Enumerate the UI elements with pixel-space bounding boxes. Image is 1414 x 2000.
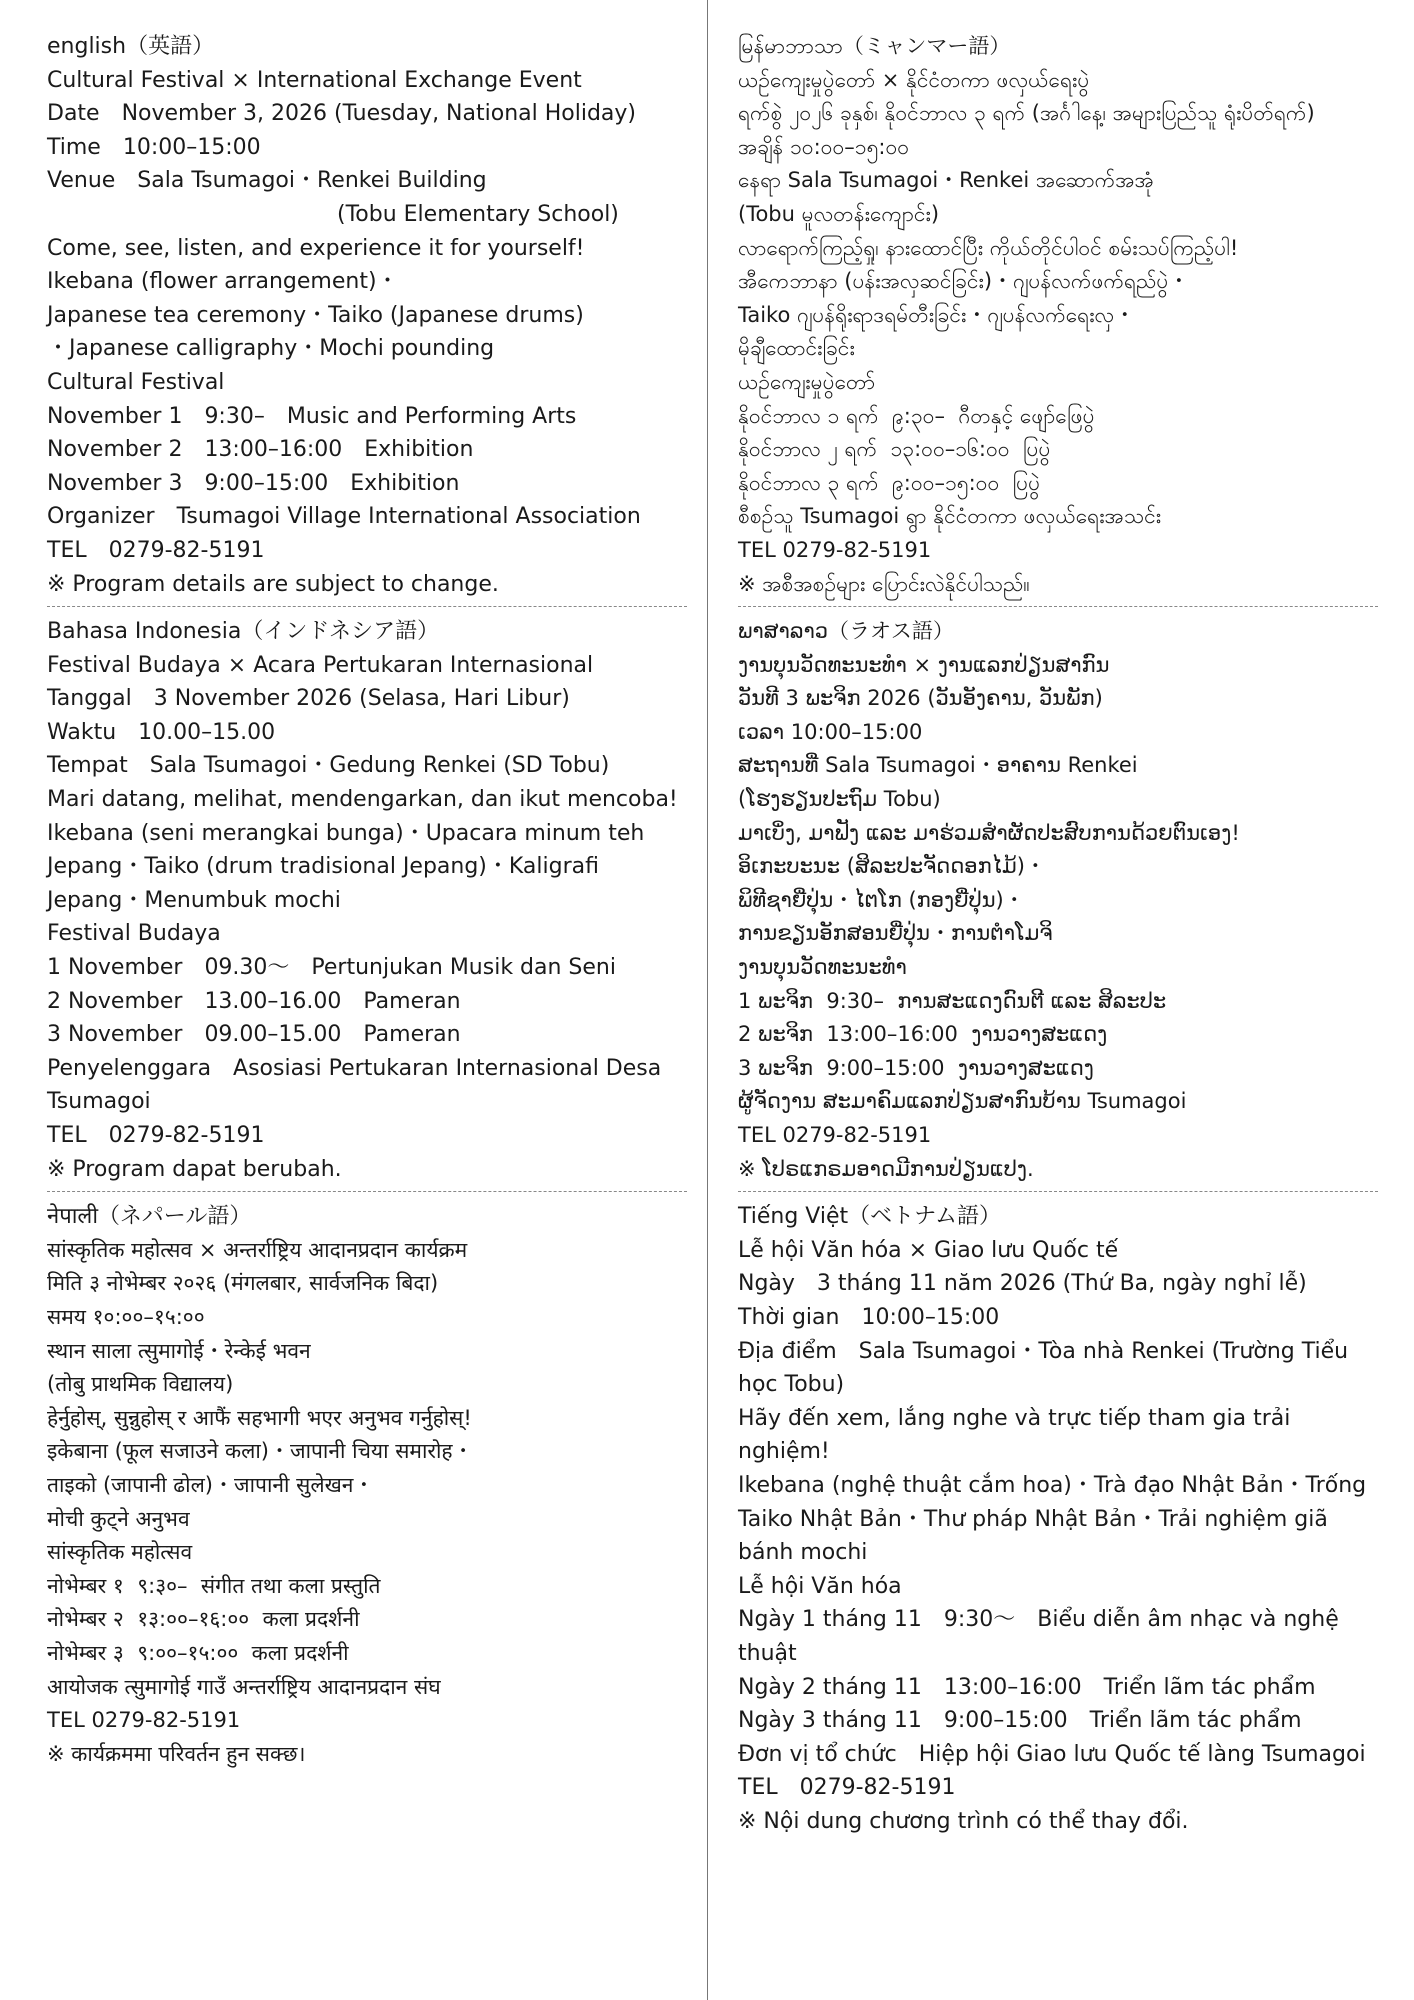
event-title: सांस्कृतिक महोत्सव × अन्तर्राष्ट्रिय आदानप्रदान कार्यक्रम (47, 1237, 468, 1262)
section-english (47, 30, 687, 601)
activity-line: इकेबाना (फूल सजाउने कला)・जापानी चिया समारोह・ (47, 1439, 474, 1464)
section-heading-myanmar: မြန်မာဘာသာ（ミャンマー語） (738, 34, 1011, 58)
activity-line: Ikebana (nghệ thuật cắm hoa)・Trà đạo Nhật Bản・Trống Taiko Nhật Bản・Thư pháp Nhật Bản・Trải nghiệm giã bánh mochi (738, 1472, 1374, 1566)
section-separator (738, 1191, 1378, 1192)
schedule-row: 3 November 09.00–15.00 Pameran (47, 1022, 461, 1048)
phone: TEL 0279-82-5191 (738, 1775, 956, 1801)
left-column (47, 30, 687, 1771)
event-time: Time 10:00–15:00 (47, 134, 261, 160)
activity-line: Ikebana (flower arrangement)・ (47, 269, 399, 295)
activity-line: Taiko ဂျပန်ရိုးရာဒရမ်တီးခြင်း・ဂျပန်လက်ရေးလှ・ (738, 302, 1136, 327)
schedule-row: नोभेम्बर १ ९:३०– संगीत तथा कला प्रस्तुति (47, 1573, 381, 1598)
section-heading-vietnamese: Tiếng Việt（ベトナム語） (738, 1204, 1002, 1230)
festival-heading: Cultural Festival (47, 369, 225, 395)
activity-line: ການຂຽນອັກສອນຍີ່ປຸ່ນ・ການຕຳໂມຈິ (738, 921, 1053, 946)
festival-heading: Lễ hội Văn hóa (738, 1573, 902, 1599)
event-time: အချိန် ၁၀:၀၀–၁၅:၀၀ (738, 134, 910, 159)
phone: TEL 0279-82-5191 (47, 537, 265, 563)
event-title: Cultural Festival × International Exchange Event (47, 67, 582, 93)
activity-line: မိုချီထောင်းခြင်း (738, 336, 855, 361)
schedule-row: Ngày 1 tháng 11 9:30～ Biểu diễn âm nhạc và nghệ thuật (738, 1607, 1346, 1666)
event-venue-school: (Tobu Elementary School) (337, 201, 619, 227)
schedule-row: नोभेम्बर २ १३:००–१६:०० कला प्रदर्शनी (47, 1607, 360, 1632)
activity-line: Ikebana (seni merangkai bunga)・Upacara minum teh Jepang・Taiko (drum tradisional Jepang)・Kaligrafi Jepang・Menumbuk mochi (47, 820, 652, 913)
section-indonesian (47, 615, 687, 1186)
event-title: ယဉ်ကျေးမှုပွဲတော် × နိုင်ငံတကာ ဖလှယ်ရေးပွဲ (738, 67, 1090, 92)
event-time: ເວລາ 10:00–15:00 (738, 719, 923, 744)
organizer: စီစဉ်သူ Tsumagoi ရွာ နိုင်ငံတကာ ဖလှယ်ရေးအသင်း (738, 504, 1162, 529)
activity-line: ອິເກະບະນະ (ສິລະປະຈັດດອກໄມ້)・ (738, 854, 1046, 879)
event-time: समय १०:००–१५:०० (47, 1304, 205, 1329)
phone: TEL 0279-82-5191 (47, 1123, 265, 1148)
event-venue-school: (तोबु प्राथमिक विद्यालय) (47, 1372, 234, 1397)
event-time: Thời gian 10:00–15:00 (738, 1304, 1000, 1330)
event-title: Festival Budaya × Acara Pertukaran Internasional (47, 652, 594, 678)
organizer: ຜູ້ຈັດງານ ສະມາຄົມແລກປ່ຽນສາກົນບ້ານ Tsumagoi (738, 1089, 1187, 1114)
activity-line: मोची कुट्ने अनुभव (47, 1506, 190, 1531)
festival-heading: ງານບຸນວັດທະນະທຳ (738, 955, 907, 980)
organizer: Penyelenggara Asosiasi Pertukaran Internasional Desa Tsumagoi (47, 1055, 669, 1115)
organizer: Organizer Tsumagoi Village International Association (47, 504, 641, 530)
section-heading-nepali: नेपाली（ネパール語） (47, 1204, 252, 1230)
event-venue: ສະຖານທີ່ Sala Tsumagoi・ອາຄານ Renkei (738, 753, 1138, 778)
event-venue: Tempat Sala Tsumagoi・Gedung Renkei (SD Tobu) (47, 753, 610, 779)
schedule-row: November 3 9:00–15:00 Exhibition (47, 470, 460, 496)
event-venue: နေရာ Sala Tsumagoi・Renkei အဆောက်အအုံ (738, 168, 1154, 193)
change-note: ※ Nội dung chương trình có thể thay đổi. (738, 1808, 1189, 1834)
activity-line: Japanese tea ceremony・Taiko (Japanese drums) (47, 302, 584, 328)
schedule-row: November 1 9:30– Music and Performing Arts (47, 403, 577, 429)
invitation-text: Mari datang, melihat, mendengarkan, dan ikut mencoba! (47, 787, 678, 813)
section-heading-lao: ພາສາລາວ（ラオス語） (738, 619, 954, 644)
schedule-row: नोभेम्बर ३ ९:००–१५:०० कला प्रदर्शनी (47, 1640, 349, 1665)
activity-line: အီကေဘာနာ (ပန်းအလှဆင်ခြင်း)・ဂျပန်လက်ဖက်ရည်ပွဲ・ (738, 269, 1190, 294)
phone: TEL 0279-82-5191 (738, 1123, 932, 1147)
schedule-row: 2 ພະຈິກ 13:00–16:00 ງານວາງສະແດງ (738, 1022, 1108, 1047)
event-venue: Venue Sala Tsumagoi・Renkei Building (47, 168, 487, 194)
phone: TEL 0279-82-5191 (47, 1708, 241, 1733)
schedule-row: 1 ພະຈິກ 9:30– ການສະແດງດົນຕີ ແລະ ສິລະປະ (738, 988, 1167, 1013)
festival-heading: ယဉ်ကျေးမှုပွဲတော် (738, 369, 876, 394)
phone: TEL 0279-82-5191 (738, 537, 932, 562)
section-nepali (47, 1200, 687, 1771)
event-venue: स्थान साला त्सुमागोई・रेन्केई भवन (47, 1338, 311, 1363)
schedule-row: November 2 13:00–16:00 Exhibition (47, 437, 474, 463)
invitation-text: हेर्नुहोस्, सुन्नुहोस् र आफैं सहभागी भएर अनुभव गर्नुहोस्! (47, 1405, 472, 1430)
change-note: ※ ໂປຣແກຣມອາດມີການປ່ຽນແປງ. (738, 1156, 1034, 1181)
schedule-row: Ngày 3 tháng 11 9:00–15:00 Triển lãm tác phẩm (738, 1708, 1302, 1734)
schedule-row: 1 November 09.30～ Pertunjukan Musik dan Seni (47, 955, 616, 981)
event-venue-school: (Tobu မူလတန်းကျောင်း) (738, 201, 940, 226)
invitation-text: လာရောက်ကြည့်ရှု၊ နားထောင်ပြီး ကိုယ်တိုင်ပါဝင် စမ်းသပ်ကြည့်ပါ! (738, 235, 1239, 260)
organizer: आयोजक त्सुमागोई गाउँ अन्तर्राष्ट्रिय आदानप्रदान संघ (47, 1674, 441, 1699)
activity-line: ताइको (जापानी ढोल)・जापानी सुलेखन・ (47, 1472, 375, 1497)
section-myanmar (738, 30, 1378, 601)
column-divider (707, 0, 708, 2000)
event-date: Ngày 3 tháng 11 năm 2026 (Thứ Ba, ngày nghỉ lễ) (738, 1271, 1307, 1297)
event-date: Date November 3, 2026 (Tuesday, National Holiday) (47, 101, 637, 127)
event-venue: Địa điểm Sala Tsumagoi・Tòa nhà Renkei (Trường Tiểu học Tobu) (738, 1338, 1356, 1398)
invitation-text: Come, see, listen, and experience it for yourself! (47, 235, 585, 261)
event-date: ວັນທີ 3 ພະຈິກ 2026 (ວັນອັງຄານ, ວັນພັກ) (738, 686, 1103, 711)
right-column (738, 30, 1378, 1838)
schedule-row: နိုဝင်ဘာလ ၃ ရက် ၉:၀၀–၁၅:၀၀ ပြပွဲ (738, 470, 1041, 495)
organizer: Đơn vị tổ chức Hiệp hội Giao lưu Quốc tế làng Tsumagoi (738, 1741, 1366, 1767)
activity-line: ພິທີຊາຍີ່ປຸ່ນ・ໄຕໂກ (ກອງຍີ່ປຸ່ນ)・ (738, 887, 1025, 912)
invitation-text: Hãy đến xem, lắng nghe và trực tiếp tham gia trải nghiệm! (738, 1405, 1298, 1465)
schedule-row: နိုဝင်ဘာလ ၂ ရက် ၁၃:၀၀–၁၆:၀၀ ပြပွဲ (738, 437, 1051, 462)
event-date: ရက်စွဲ ၂၀၂၆ ခုနှစ်၊ နိုဝင်ဘာလ ၃ ရက် (အင်္ဂါနေ့၊ အများပြည်သူ ရုံးပိတ်ရက်) (738, 101, 1315, 126)
change-note: ※ Program details are subject to change. (47, 571, 499, 597)
change-note: ※ कार्यक्रममा परिवर्तन हुन सक्छ। (47, 1741, 306, 1766)
change-note: ※ အစီအစဉ်များ ပြောင်းလဲနိုင်ပါသည်။ (738, 571, 1030, 596)
activity-line: ・Japanese calligraphy・Mochi pounding (47, 336, 495, 362)
festival-heading: Festival Budaya (47, 921, 221, 947)
event-title: ງານບຸນວັດທະນະທຳ × ງານແລກປ່ຽນສາກົນ (738, 652, 1110, 677)
section-vietnamese (738, 1200, 1378, 1838)
event-venue-school: (ໂຮງຮຽນປະຖົມ Tobu) (738, 787, 941, 812)
section-separator (47, 606, 687, 607)
schedule-row: 3 ພະຈິກ 9:00–15:00 ງານວາງສະແດງ (738, 1055, 1094, 1080)
schedule-row: Ngày 2 tháng 11 13:00–16:00 Triển lãm tác phẩm (738, 1674, 1316, 1700)
change-note: ※ Program dapat berubah. (47, 1156, 342, 1182)
schedule-row: နိုဝင်ဘာလ ၁ ရက် ၉:၃၀– ဂီတနှင့် ဖျော်ဖြေပွဲ (738, 403, 1095, 428)
event-date: मिति ३ नोभेम्बर २०२६ (मंगलबार, सार्वजनिक बिदा) (47, 1271, 439, 1296)
event-date: Tanggal 3 November 2026 (Selasa, Hari Libur) (47, 686, 570, 712)
event-time: Waktu 10.00–15.00 (47, 719, 276, 745)
event-title: Lễ hội Văn hóa × Giao lưu Quốc tế (738, 1237, 1119, 1263)
schedule-row: 2 November 13.00–16.00 Pameran (47, 988, 461, 1014)
festival-heading: सांस्कृतिक महोत्सव (47, 1540, 193, 1565)
section-separator (47, 1191, 687, 1192)
section-heading-indonesian: Bahasa Indonesia（インドネシア語） (47, 619, 440, 645)
invitation-text: ມາເບິ່ງ, ມາຟັງ ແລະ ມາຮ່ວມສຳຜັດປະສົບການດ້ວຍຕົນເອງ! (738, 820, 1240, 845)
section-heading-english: english（英語） (47, 34, 215, 59)
section-lao (738, 615, 1378, 1186)
section-separator (738, 606, 1378, 607)
